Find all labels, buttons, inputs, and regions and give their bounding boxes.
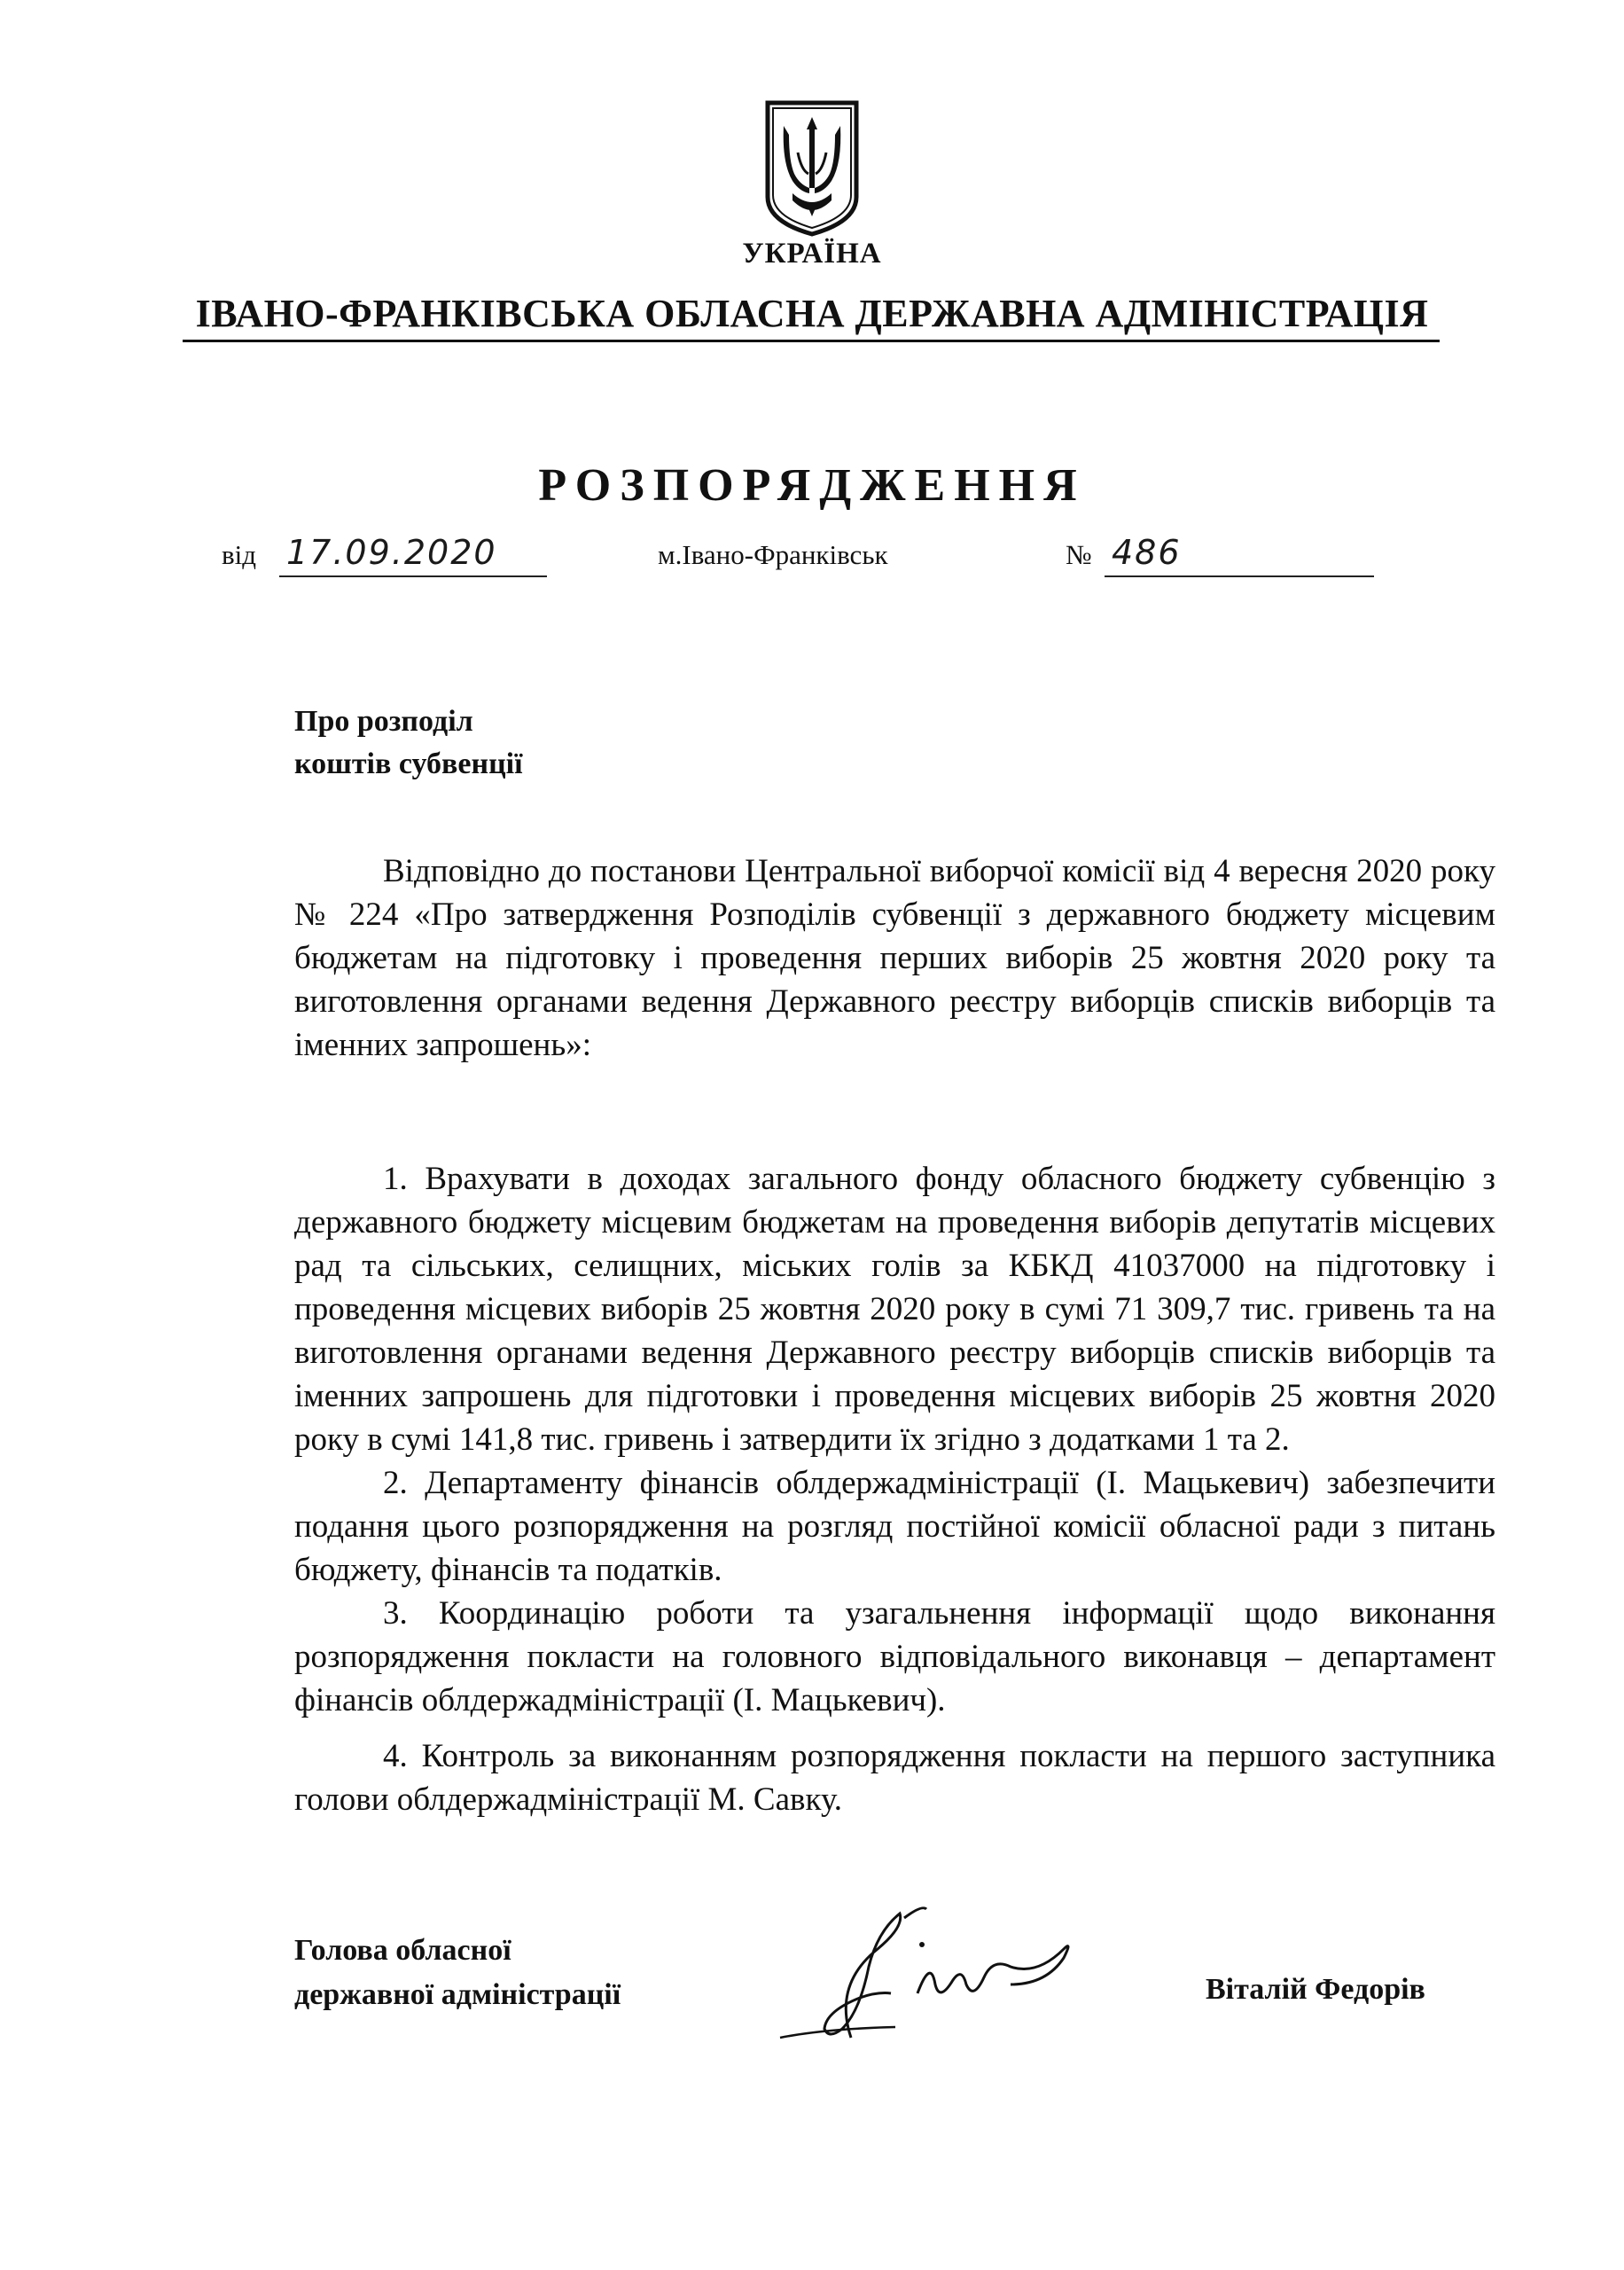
date-label: від [222, 539, 257, 570]
handwritten-signature [745, 1896, 1117, 2064]
order-items [294, 1157, 1495, 1821]
subject-line: Про розподіл [294, 705, 473, 738]
trident-icon [762, 99, 862, 238]
signatory-title-line: державної адміністрації [294, 1978, 621, 2011]
document-type-title: РОЗПОРЯДЖЕННЯ [538, 460, 1086, 511]
header-divider [183, 340, 1440, 342]
order-item: 2. Департаменту фінансів облдержадміністрації (І. Мацькевич) забезпечити подання цього розпорядження на розгляд постійної комісії обласної ради з питань бюджету, фінансів та податків. [294, 1465, 1495, 1588]
signer-name: Віталій Федорів [1206, 1973, 1425, 2006]
number-value: 486 [1112, 533, 1182, 572]
signatory-title [294, 1929, 621, 2017]
subject-heading [294, 701, 523, 786]
country-name: УКРАЇНА [742, 238, 882, 270]
subject-line: коштів субвенції [294, 748, 523, 780]
preamble-text: Відповідно до постанови Центральної виборчої комісії від 4 вересня 2020 року № 224 «Про затвердження Розподілів субвенції з державного бюджету місцевим бюджетам на підготовку і проведення перших виборів 25 жовтня 2020 року та виготовлення органами ведення Державного реєстру виборців списків виборців та іменних запрошень»: [294, 853, 1495, 1063]
order-item: 1. Врахувати в доходах загального фонду обласного бюджету субвенцію з державного бюджету місцевим бюджетам на проведення виборів депутатів місцевих рад та сільських, селищних, міських голів за КБКД 41037000 на підготовку і проведення місцевих виборів 25 жовтня 2020 року в сумі 71 309,7 тис. гривень та на виготовлення органами ведення Державного реєстру виборців списків виборців та іменних запрошень для підготовки і проведення місцевих виборів 25 жовтня 2020 року в сумі 141,8 тис. гривень і затвердити їх згідно з додатками 1 та 2. [294, 1161, 1495, 1458]
number-label: № [1066, 539, 1092, 570]
date-value: 17.09.2020 [286, 533, 497, 572]
agency-name: ІВАНО-ФРАНКІВСЬКА ОБЛАСНА ДЕРЖАВНА АДМІНІСТРАЦІЯ [195, 292, 1429, 335]
date-field [279, 528, 547, 577]
order-item: 3. Координацію роботи та узагальнення інформації щодо виконання розпорядження покласти на головного відповідального виконавця – департамент фінансів облдержадміністрації (І. Мацькевич). [294, 1595, 1495, 1718]
city-name: м.Івано-Франківськ [658, 539, 888, 570]
signatory-title-line: Голова обласної [294, 1934, 511, 1967]
preamble-paragraph [294, 849, 1495, 1067]
number-field [1105, 528, 1374, 577]
order-item: 4. Контроль за виконанням розпорядження покласти на першого заступника голови облдержадміністрації М. Савку. [294, 1738, 1495, 1818]
